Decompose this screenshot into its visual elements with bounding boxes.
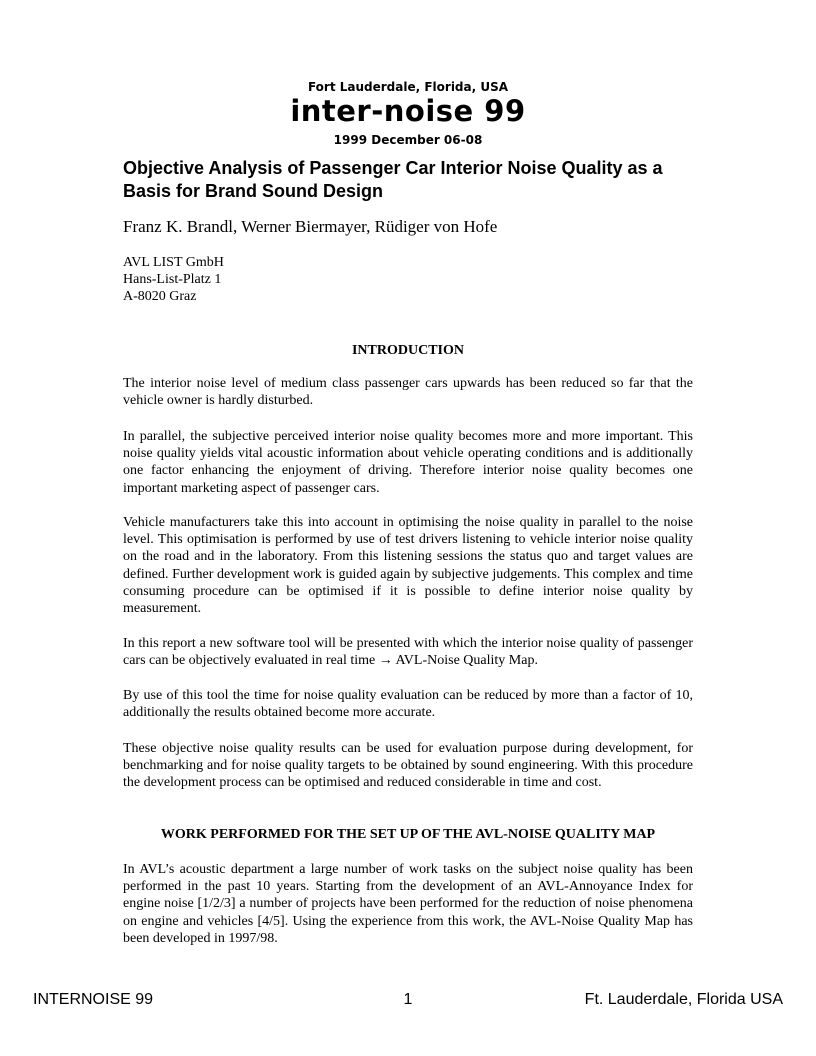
work-paragraph: In AVL’s acoustic department a large number of work tasks on the subject noise quality has been performed in the past 10 years. Starting from the development of an AVL-Annoyance Index for engine noise [1/2/3] a number of projects have been performed for the reduction of noise phenomena on engine and vehicles [4/5]. Using the experience from this work, the AVL-Noise Quality Map has been developed in 1997/98. — [123, 862, 693, 946]
intro-paragraph: The interior noise level of medium class passenger cars upwards has been reduced so far that the vehicle owner is hardly disturbed. — [123, 376, 693, 409]
intro-paragraph: By use of this tool the time for noise quality evaluation can be reduced by more than a factor of 10, additionally the results obtained become more accurate. — [123, 688, 693, 721]
conference-dates: 1999 December 06-08 — [333, 133, 483, 147]
page-number: 1 — [403, 991, 413, 1008]
section-heading-introduction: INTRODUCTION — [351, 343, 464, 358]
intro-paragraph: In parallel, the subjective perceived interior noise quality becomes more and more important. This noise quality yields vital acoustic information about vehicle operating conditions and is additionally one factor enhancing the enjoyment of driving. Therefore interior noise quality becomes one important marketing aspect of passenger cars. — [123, 429, 693, 496]
conference-location: Fort Lauderdale, Florida, USA — [307, 80, 509, 94]
author-affiliation — [123, 254, 523, 305]
affiliation-line: Hans-List-Platz 1 — [123, 272, 222, 287]
intro-paragraph: Vehicle manufacturers take this into account in optimising the noise quality in parallel to the noise level. This optimisation is performed by use of test drivers listening to vehicle interior noise quality on the road and in the laboratory. From this listening sessions the status quo and target values are defined. Further development work is guided again by subjective judgements. This complex and time consuming procedure can be optimised if it is possible to define interior noise quality by measurement. — [123, 515, 693, 617]
affiliation-line: A-8020 Graz — [123, 289, 197, 304]
footer-conference: INTERNOISE 99 — [33, 991, 154, 1008]
paper-title: Objective Analysis of Passenger Car Interior Noise Quality as a Basis for Brand Sound Design — [123, 158, 663, 201]
affiliation-line: AVL LIST GmbH — [123, 255, 224, 270]
conference-logo: inter-noise 99 — [290, 94, 526, 128]
intro-paragraph: These objective noise quality results can be used for evaluation purpose during development, for benchmarking and for noise quality targets to be obtained by sound engineering. With this procedure the development process can be optimised and reduced considerable in time and cost. — [123, 741, 693, 791]
footer-location: Ft. Lauderdale, Florida USA — [584, 991, 783, 1008]
section-heading-work-performed: WORK PERFORMED FOR THE SET UP OF THE AVL-NOISE QUALITY MAP — [160, 827, 656, 842]
intro-paragraph: In this report a new software tool will be presented with which the interior noise quality of passenger cars can be objectively evaluated in real time → AVL-Noise Quality Map. — [123, 636, 693, 669]
paper-authors: Franz K. Brandl, Werner Biermayer, Rüdiger von Hofe — [123, 217, 498, 236]
